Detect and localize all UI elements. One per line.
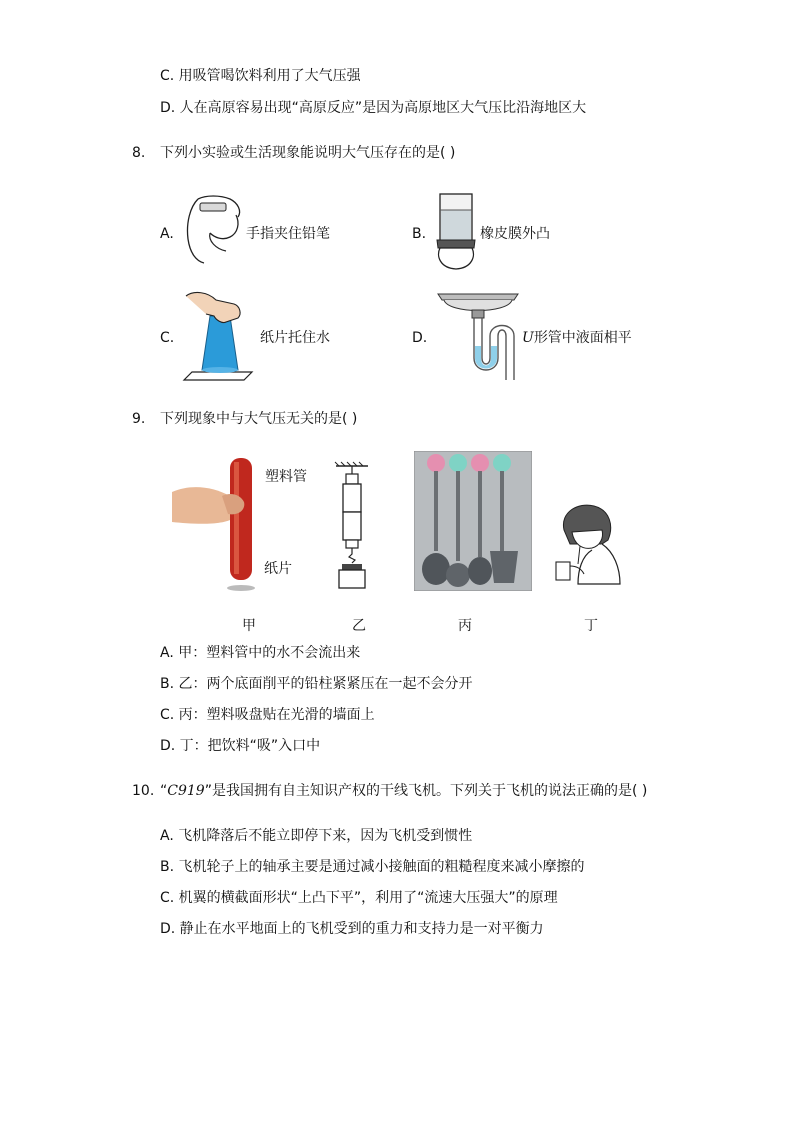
panel-label-bing: 丙 (458, 618, 472, 634)
q10-stem (160, 782, 647, 800)
rubber-membrane-figure (434, 190, 478, 272)
plastic-tube-label: 塑料管 (265, 469, 307, 485)
paper-label: 纸片 (264, 561, 292, 577)
u-caption-rest: 形管中液面相平 (533, 330, 632, 346)
panel-label-jia: 甲 (242, 618, 256, 634)
finger-pencil-figure (180, 193, 246, 265)
q10-stem-rest: ”是我国拥有自主知识产权的干线飞机。下列关于飞机的说法正确的是( ) (204, 783, 648, 799)
q10-option-c: C. 机翼的横截面形状“上凸下平”，利用了“流速大压强大”的原理 (160, 890, 558, 906)
q8-stem: 下列小实验或生活现象能说明大气压存在的是( ) (160, 145, 456, 161)
paper-holds-water-figure (182, 288, 256, 382)
u-tube-sink-figure (436, 288, 520, 382)
q9-option-c: C. 丙：塑料吸盘贴在光滑的墙面上 (160, 707, 375, 723)
q10-stem-open: “ (160, 783, 168, 799)
q10-option-a: A. 飞机降落后不能立即停下来，因为飞机受到惯性 (160, 828, 473, 844)
q9-number: 9. (132, 411, 146, 427)
q8-number: 8. (132, 145, 146, 161)
panel-label-yi: 乙 (352, 618, 366, 634)
q8-option-b-caption: 橡皮膜外凸 (480, 226, 550, 242)
q9-stem: 下列现象中与大气压无关的是( ) (160, 411, 358, 427)
q8-option-c-letter: C. (160, 330, 175, 346)
suction-cup-photo (414, 451, 532, 591)
q10-option-d: D. 静止在水平地面上的飞机受到的重力和支持力是一对平衡力 (160, 921, 544, 937)
lead-cylinders-figure (330, 460, 374, 590)
q9-option-d: D. 丁：把饮料“吸”入口中 (160, 738, 321, 754)
q9-option-a: A. 甲：塑料管中的水不会流出来 (160, 645, 361, 661)
q8-option-d-letter: D. (412, 330, 428, 346)
q8-option-b-letter: B. (412, 226, 427, 242)
q8-option-d-caption (522, 329, 632, 347)
girl-drinking-figure (548, 500, 624, 586)
panel-label-ding: 丁 (584, 618, 598, 634)
q9-option-b: B. 乙：两个底面削平的铅柱紧紧压在一起不会分开 (160, 676, 473, 692)
q8-option-a-caption: 手指夹住铅笔 (246, 226, 330, 242)
q7-option-c: C. 用吸管喝饮料利用了大气压强 (160, 68, 361, 84)
q8-option-c-caption: 纸片托住水 (260, 330, 330, 346)
u-variable: U (522, 330, 534, 346)
q10-aircraft-code: C919 (167, 783, 205, 799)
q10-option-b: B. 飞机轮子上的轴承主要是通过减小接触面的粗糙程度来减小摩擦的 (160, 859, 585, 875)
q7-option-d: D. 人在高原容易出现“高原反应”是因为高原地区大气压比沿海地区大 (160, 100, 587, 116)
plastic-tube-photo (172, 452, 262, 592)
q8-option-a-letter: A. (160, 226, 174, 242)
q10-number: 10. (132, 783, 155, 799)
